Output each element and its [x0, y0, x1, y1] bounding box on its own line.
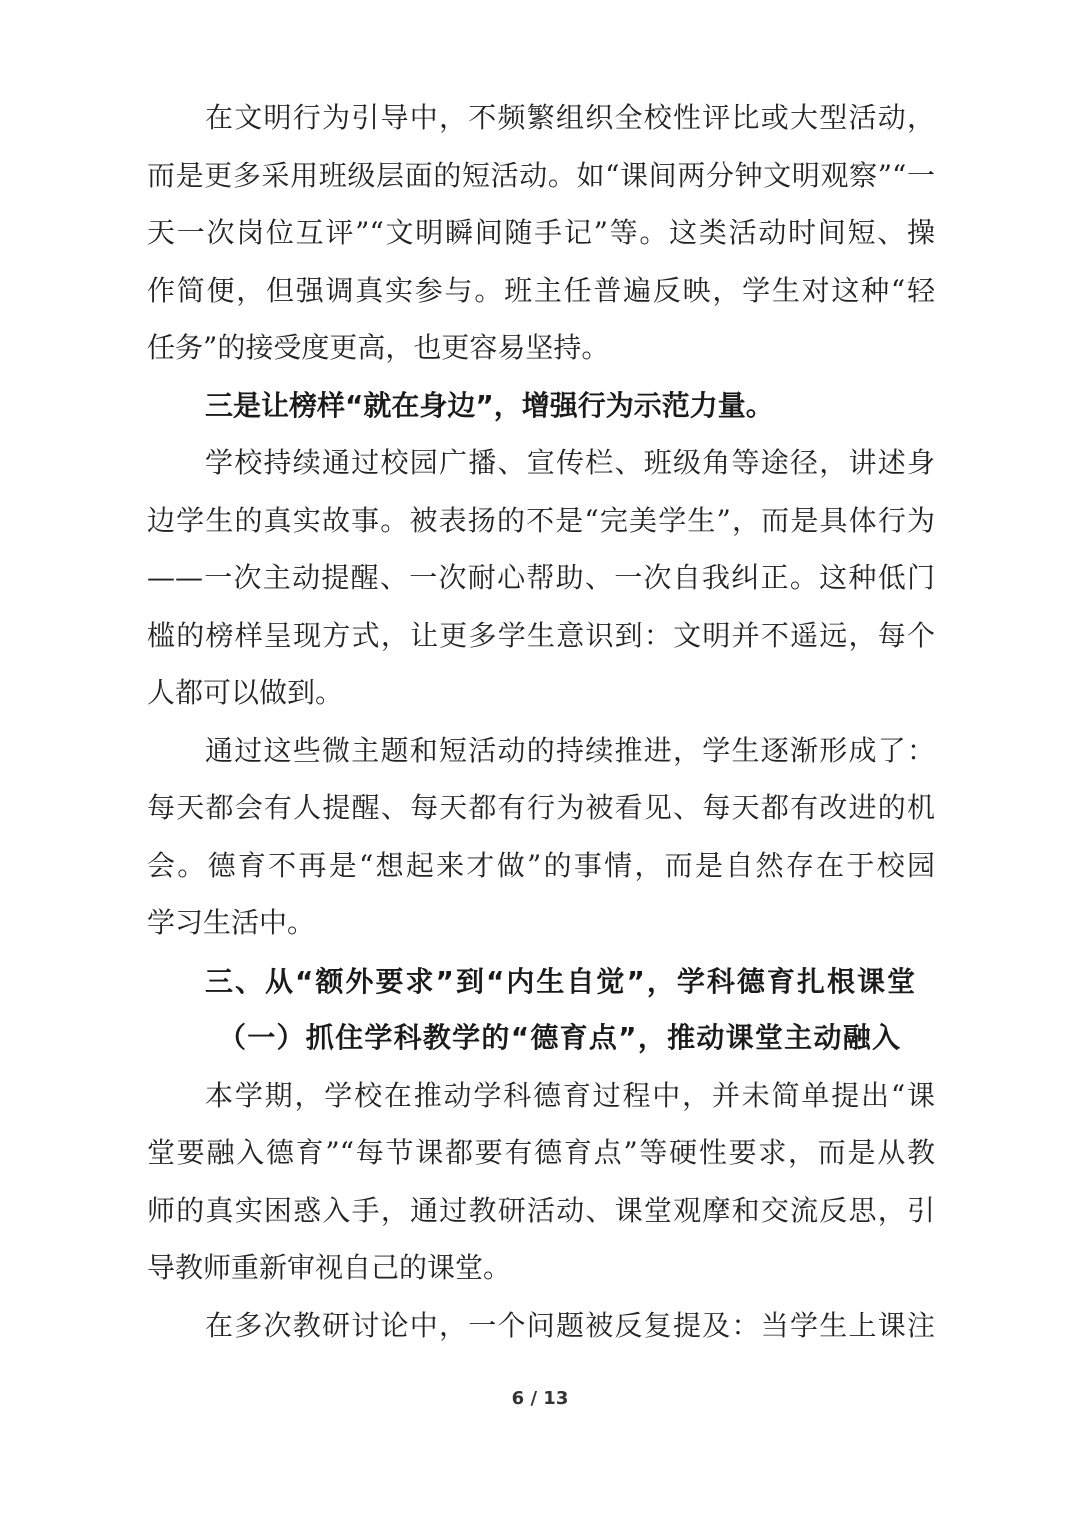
section-subheading: （一）抓住学科教学的“德育点”，推动课堂主动融入 [218, 1021, 900, 1054]
paragraph-line: 每天都会有人提醒、每天都有行为被看见、每天都有改进的机 [147, 791, 935, 824]
paragraph-line: 任务”的接受度更高，也更容易坚持。 [147, 331, 610, 364]
paragraph-line: 师的真实困惑入手，通过教研活动、课堂观摩和交流反思，引 [147, 1194, 935, 1227]
paragraph-line: 导教师重新审视自己的课堂。 [147, 1251, 512, 1284]
paragraph-line: 天一次岗位互评”“文明瞬间随手记”等。这类活动时间短、操 [147, 216, 935, 249]
paragraph-line: 会。德育不再是“想起来才做”的事情，而是自然存在于校园 [147, 849, 935, 882]
page-number: 6 / 13 [511, 1388, 569, 1409]
paragraph-line: 人都可以做到。 [147, 676, 344, 709]
paragraph-line: ——一次主动提醒、一次耐心帮助、一次自我纠正。这种低门 [147, 561, 935, 594]
paragraph-line: 在文明行为引导中，不频繁组织全校性评比或大型活动， [205, 101, 935, 134]
section-heading: 三、从“额外要求”到“内生自觉”，学科德育扎根课堂 [205, 965, 915, 998]
paragraph-line: 而是更多采用班级层面的短活动。如“课间两分钟文明观察”“一 [147, 159, 935, 192]
paragraph-line: 作简便，但强调真实参与。班主任普遍反映，学生对这种“轻 [147, 274, 935, 307]
paragraph-line: 通过这些微主题和短活动的持续推进，学生逐渐形成了： [205, 734, 935, 767]
paragraph-line: 本学期，学校在推动学科德育过程中，并未简单提出“课 [205, 1079, 935, 1112]
paragraph-line: 在多次教研讨论中，一个问题被反复提及：当学生上课注 [205, 1309, 935, 1342]
bold-subheading: 三是让榜样“就在身边”，增强行为示范力量。 [205, 389, 774, 422]
paragraph-line: 堂要融入德育”“每节课都要有德育点”等硬性要求，而是从教 [147, 1136, 935, 1169]
paragraph-line: 学习生活中。 [147, 906, 316, 939]
paragraph-line: 槛的榜样呈现方式，让更多学生意识到：文明并不遥远，每个 [147, 619, 935, 652]
paragraph-line: 边学生的真实故事。被表扬的不是“完美学生”，而是具体行为 [147, 504, 935, 537]
paragraph-line: 学校持续通过校园广播、宣传栏、班级角等途径，讲述身 [205, 446, 935, 479]
